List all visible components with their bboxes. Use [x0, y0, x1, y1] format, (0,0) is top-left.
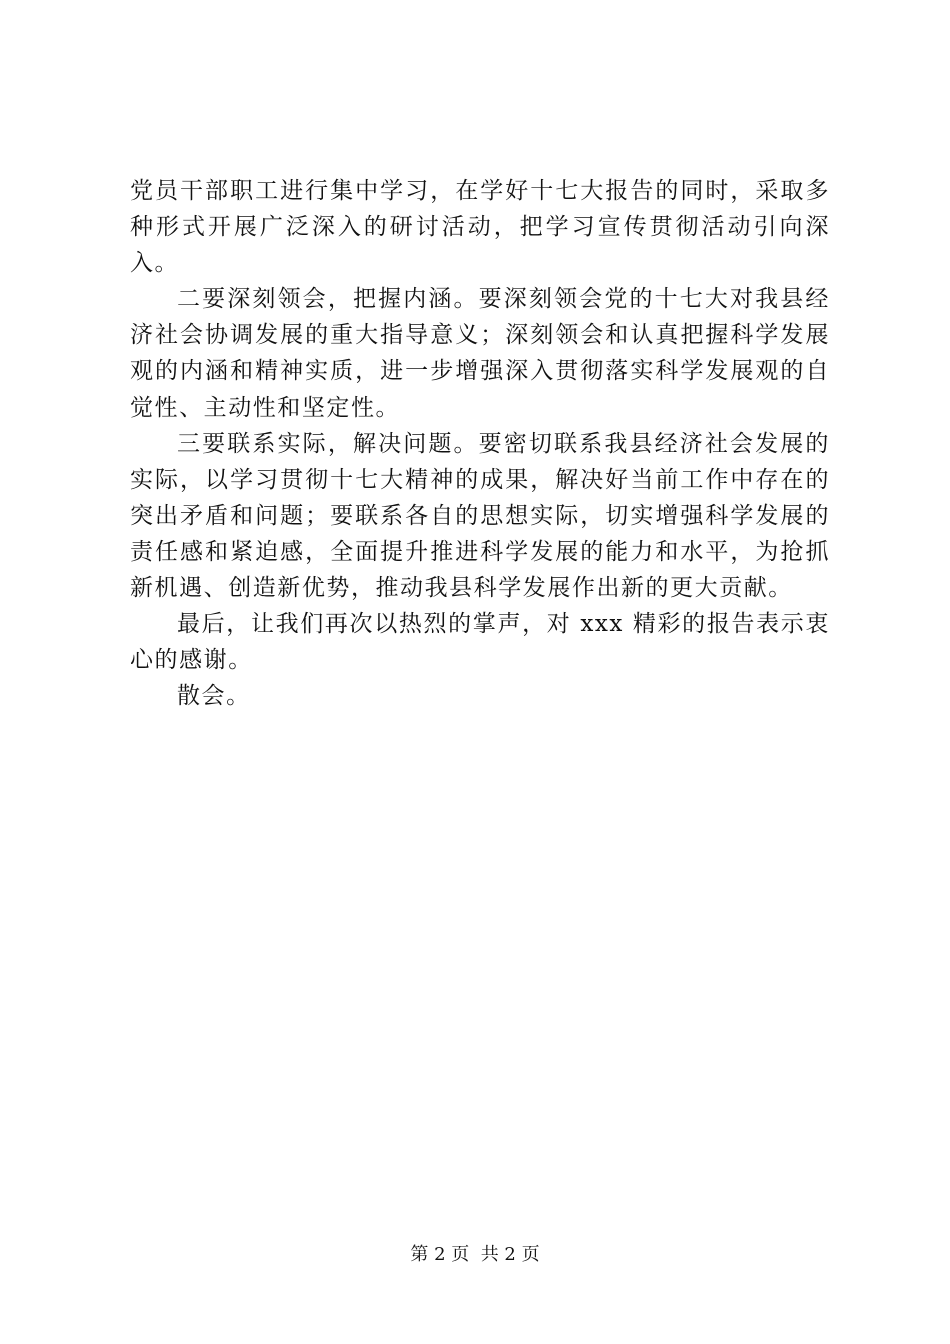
document-body: [130, 173, 830, 714]
paragraph-point-two: 二要深刻领会，把握内涵。要深刻领会党的十七大对我县经济社会协调发展的重大指导意义；深刻领会和认真把握科学发展观的内涵和精神实质，进一步增强深入贯彻落实科学发展观的自觉性、主动性和坚定性。: [130, 286, 830, 421]
page-number-label: 第 2 页 共 2 页: [410, 1244, 540, 1265]
paragraph-point-three: 三要联系实际，解决问题。要密切联系我县经济社会发展的实际，以学习贯彻十七大精神的成果，解决好当前工作中存在的突出矛盾和问题；要联系各自的思想实际，切实增强科学发展的责任感和紧迫感，全面提升推进科学发展的能力和水平，为抢抓新机遇、创造新优势，推动我县科学发展作出新的更大贡献。: [130, 430, 830, 602]
paragraph-adjourn: 散会。: [177, 683, 251, 710]
paragraph-continuation: 党员干部职工进行集中学习，在学好十七大报告的同时，采取多种形式开展广泛深入的研讨活动，把学习宣传贯彻活动引向深入。: [130, 178, 830, 277]
page-footer: [0, 1244, 950, 1266]
paragraph-closing-thanks: 最后，让我们再次以热烈的掌声，对 xxx 精彩的报告表示衷心的感谢。: [130, 611, 830, 674]
